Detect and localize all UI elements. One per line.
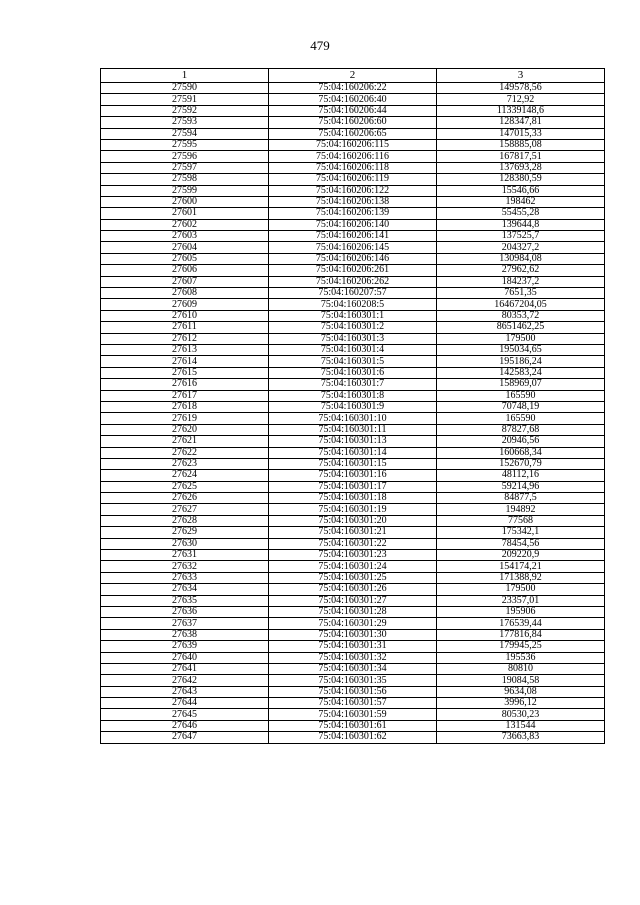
- value-cell: 179500: [437, 333, 605, 344]
- cadastral-number-cell: 75:04:160206:138: [269, 196, 437, 207]
- value-cell: 165590: [437, 413, 605, 424]
- table-row: [101, 117, 605, 128]
- row-number-cell: 27597: [101, 162, 269, 173]
- row-number-cell: 27601: [101, 208, 269, 219]
- row-number-cell: 27644: [101, 698, 269, 709]
- row-number-cell: 27617: [101, 390, 269, 401]
- cadastral-number-cell: 75:04:160301:8: [269, 390, 437, 401]
- row-number-cell: 27602: [101, 219, 269, 230]
- value-cell: 171388,92: [437, 572, 605, 583]
- row-number-cell: 27620: [101, 424, 269, 435]
- value-cell: 177816,84: [437, 629, 605, 640]
- value-cell: 149578,56: [437, 83, 605, 94]
- value-cell: 3996,12: [437, 698, 605, 709]
- row-number-cell: 27627: [101, 504, 269, 515]
- value-cell: 204327,2: [437, 242, 605, 253]
- value-cell: 154174,21: [437, 561, 605, 572]
- table-body: [101, 83, 605, 744]
- value-cell: 59214,96: [437, 481, 605, 492]
- cadastral-number-cell: 75:04:160301:19: [269, 504, 437, 515]
- column-header-2: 2: [269, 69, 437, 83]
- row-number-cell: 27608: [101, 288, 269, 299]
- value-cell: 194892: [437, 504, 605, 515]
- table-row: [101, 470, 605, 481]
- cadastral-number-cell: 75:04:160301:18: [269, 493, 437, 504]
- value-cell: 158885,08: [437, 139, 605, 150]
- value-cell: 147015,33: [437, 128, 605, 139]
- value-cell: 23357,01: [437, 595, 605, 606]
- cadastral-number-cell: 75:04:160206:140: [269, 219, 437, 230]
- cadastral-number-cell: 75:04:160206:65: [269, 128, 437, 139]
- value-cell: 130984,08: [437, 253, 605, 264]
- row-number-cell: 27621: [101, 436, 269, 447]
- column-header-3: 3: [437, 69, 605, 83]
- row-number-cell: 27591: [101, 94, 269, 105]
- table-row: [101, 606, 605, 617]
- cadastral-number-cell: 75:04:160206:44: [269, 105, 437, 116]
- table-row: [101, 379, 605, 390]
- cadastral-number-cell: 75:04:160206:261: [269, 265, 437, 276]
- cadastral-number-cell: 75:04:160206:40: [269, 94, 437, 105]
- cadastral-number-cell: 75:04:160206:115: [269, 139, 437, 150]
- data-table: [100, 68, 605, 744]
- row-number-cell: 27613: [101, 344, 269, 355]
- table-row: [101, 413, 605, 424]
- value-cell: 8651462,25: [437, 322, 605, 333]
- page-number: 479: [310, 38, 330, 53]
- value-cell: 198462: [437, 196, 605, 207]
- cadastral-number-cell: 75:04:160301:15: [269, 458, 437, 469]
- value-cell: 179945,25: [437, 641, 605, 652]
- table-row: [101, 584, 605, 595]
- cadastral-number-cell: 75:04:160301:59: [269, 709, 437, 720]
- table-row: [101, 390, 605, 401]
- row-number-cell: 27622: [101, 447, 269, 458]
- row-number-cell: 27605: [101, 253, 269, 264]
- table-row: [101, 538, 605, 549]
- cadastral-number-cell: 75:04:160301:17: [269, 481, 437, 492]
- cadastral-number-cell: 75:04:160206:22: [269, 83, 437, 94]
- table-row: [101, 732, 605, 743]
- value-cell: 184237,2: [437, 276, 605, 287]
- row-number-cell: 27594: [101, 128, 269, 139]
- value-cell: 11339148,6: [437, 105, 605, 116]
- cadastral-number-cell: 75:04:160301:16: [269, 470, 437, 481]
- table-row: [101, 641, 605, 652]
- table-row: [101, 151, 605, 162]
- value-cell: 80810: [437, 663, 605, 674]
- cadastral-number-cell: 75:04:160206:262: [269, 276, 437, 287]
- row-number-cell: 27611: [101, 322, 269, 333]
- cadastral-number-cell: 75:04:160301:22: [269, 538, 437, 549]
- value-cell: 142583,24: [437, 367, 605, 378]
- value-cell: 139644,8: [437, 219, 605, 230]
- row-number-cell: 27634: [101, 584, 269, 595]
- table-row: [101, 652, 605, 663]
- cadastral-number-cell: 75:04:160206:146: [269, 253, 437, 264]
- cadastral-number-cell: 75:04:160206:122: [269, 185, 437, 196]
- row-number-cell: 27596: [101, 151, 269, 162]
- table-row: [101, 629, 605, 640]
- cadastral-number-cell: 75:04:160301:21: [269, 527, 437, 538]
- row-number-cell: 27615: [101, 367, 269, 378]
- cadastral-number-cell: 75:04:160301:4: [269, 344, 437, 355]
- row-number-cell: 27619: [101, 413, 269, 424]
- row-number-cell: 27642: [101, 675, 269, 686]
- value-cell: 160668,34: [437, 447, 605, 458]
- value-cell: 209220,9: [437, 550, 605, 561]
- cadastral-number-cell: 75:04:160301:61: [269, 720, 437, 731]
- table-row: [101, 698, 605, 709]
- row-number-cell: 27636: [101, 606, 269, 617]
- table-row: [101, 675, 605, 686]
- table-row: [101, 174, 605, 185]
- value-cell: 712,92: [437, 94, 605, 105]
- cadastral-number-cell: 75:04:160301:5: [269, 356, 437, 367]
- row-number-cell: 27609: [101, 299, 269, 310]
- cadastral-number-cell: 75:04:160301:56: [269, 686, 437, 697]
- cadastral-number-cell: 75:04:160301:32: [269, 652, 437, 663]
- cadastral-number-cell: 75:04:160301:14: [269, 447, 437, 458]
- row-number-cell: 27610: [101, 310, 269, 321]
- value-cell: 87827,68: [437, 424, 605, 435]
- table-row: [101, 219, 605, 230]
- table-row: [101, 401, 605, 412]
- table-row: [101, 83, 605, 94]
- value-cell: 55455,28: [437, 208, 605, 219]
- value-cell: 175342,1: [437, 527, 605, 538]
- cadastral-number-cell: 75:04:160206:139: [269, 208, 437, 219]
- table-row: [101, 572, 605, 583]
- table-row: [101, 208, 605, 219]
- table-row: [101, 333, 605, 344]
- value-cell: 78454,56: [437, 538, 605, 549]
- table-row: [101, 231, 605, 242]
- cadastral-number-cell: 75:04:160301:23: [269, 550, 437, 561]
- table-header-row: [101, 69, 605, 83]
- table-row: [101, 276, 605, 287]
- row-number-cell: 27603: [101, 231, 269, 242]
- row-number-cell: 27607: [101, 276, 269, 287]
- table-row: [101, 242, 605, 253]
- value-cell: 48112,16: [437, 470, 605, 481]
- cadastral-number-cell: 75:04:160301:31: [269, 641, 437, 652]
- cadastral-number-cell: 75:04:160301:25: [269, 572, 437, 583]
- table-row: [101, 720, 605, 731]
- value-cell: 15546,66: [437, 185, 605, 196]
- row-number-cell: 27606: [101, 265, 269, 276]
- value-cell: 195536: [437, 652, 605, 663]
- cadastral-number-cell: 75:04:160207:57: [269, 288, 437, 299]
- row-number-cell: 27628: [101, 515, 269, 526]
- table-row: [101, 709, 605, 720]
- row-number-cell: 27625: [101, 481, 269, 492]
- row-number-cell: 27632: [101, 561, 269, 572]
- value-cell: 152670,79: [437, 458, 605, 469]
- table-row: [101, 288, 605, 299]
- value-cell: 165590: [437, 390, 605, 401]
- table-row: [101, 447, 605, 458]
- value-cell: 128380,59: [437, 174, 605, 185]
- value-cell: 195906: [437, 606, 605, 617]
- row-number-cell: 27639: [101, 641, 269, 652]
- value-cell: 20946,56: [437, 436, 605, 447]
- row-number-cell: 27626: [101, 493, 269, 504]
- row-number-cell: 27595: [101, 139, 269, 150]
- cadastral-number-cell: 75:04:160301:13: [269, 436, 437, 447]
- table-row: [101, 504, 605, 515]
- row-number-cell: 27640: [101, 652, 269, 663]
- table-row: [101, 253, 605, 264]
- row-number-cell: 27645: [101, 709, 269, 720]
- table-row: [101, 139, 605, 150]
- table-row: [101, 424, 605, 435]
- row-number-cell: 27641: [101, 663, 269, 674]
- row-number-cell: 27643: [101, 686, 269, 697]
- cadastral-number-cell: 75:04:160301:10: [269, 413, 437, 424]
- table-row: [101, 196, 605, 207]
- value-cell: 84877,5: [437, 493, 605, 504]
- value-cell: 73663,83: [437, 732, 605, 743]
- cadastral-number-cell: 75:04:160208:5: [269, 299, 437, 310]
- table-row: [101, 595, 605, 606]
- row-number-cell: 27604: [101, 242, 269, 253]
- cadastral-number-cell: 75:04:160206:141: [269, 231, 437, 242]
- value-cell: 27962,62: [437, 265, 605, 276]
- cadastral-number-cell: 75:04:160301:28: [269, 606, 437, 617]
- table-row: [101, 686, 605, 697]
- table-row: [101, 618, 605, 629]
- value-cell: 70748,19: [437, 401, 605, 412]
- value-cell: 80530,23: [437, 709, 605, 720]
- cadastral-number-cell: 75:04:160301:7: [269, 379, 437, 390]
- cadastral-number-cell: 75:04:160301:2: [269, 322, 437, 333]
- cadastral-number-cell: 75:04:160206:118: [269, 162, 437, 173]
- table-row: [101, 265, 605, 276]
- value-cell: 16467204,05: [437, 299, 605, 310]
- value-cell: 7651,35: [437, 288, 605, 299]
- table-row: [101, 310, 605, 321]
- cadastral-number-cell: 75:04:160301:57: [269, 698, 437, 709]
- table-row: [101, 299, 605, 310]
- cadastral-number-cell: 75:04:160206:60: [269, 117, 437, 128]
- cadastral-number-cell: 75:04:160301:30: [269, 629, 437, 640]
- value-cell: 137525,7: [437, 231, 605, 242]
- row-number-cell: 27623: [101, 458, 269, 469]
- cadastral-number-cell: 75:04:160301:24: [269, 561, 437, 572]
- cadastral-number-cell: 75:04:160301:3: [269, 333, 437, 344]
- cadastral-number-cell: 75:04:160206:119: [269, 174, 437, 185]
- row-number-cell: 27614: [101, 356, 269, 367]
- table-row: [101, 185, 605, 196]
- table-row: [101, 367, 605, 378]
- value-cell: 195186,24: [437, 356, 605, 367]
- table-row: [101, 356, 605, 367]
- table-row: [101, 527, 605, 538]
- row-number-cell: 27635: [101, 595, 269, 606]
- table-row: [101, 94, 605, 105]
- cadastral-number-cell: 75:04:160301:9: [269, 401, 437, 412]
- cadastral-number-cell: 75:04:160301:11: [269, 424, 437, 435]
- table-row: [101, 458, 605, 469]
- row-number-cell: 27600: [101, 196, 269, 207]
- row-number-cell: 27631: [101, 550, 269, 561]
- table-row: [101, 481, 605, 492]
- table-row: [101, 493, 605, 504]
- cadastral-number-cell: 75:04:160301:62: [269, 732, 437, 743]
- table-row: [101, 344, 605, 355]
- cadastral-number-cell: 75:04:160301:34: [269, 663, 437, 674]
- row-number-cell: 27590: [101, 83, 269, 94]
- row-number-cell: 27633: [101, 572, 269, 583]
- row-number-cell: 27593: [101, 117, 269, 128]
- cadastral-number-cell: 75:04:160301:20: [269, 515, 437, 526]
- row-number-cell: 27646: [101, 720, 269, 731]
- row-number-cell: 27616: [101, 379, 269, 390]
- row-number-cell: 27599: [101, 185, 269, 196]
- row-number-cell: 27647: [101, 732, 269, 743]
- table-row: [101, 162, 605, 173]
- row-number-cell: 27598: [101, 174, 269, 185]
- value-cell: 9634,08: [437, 686, 605, 697]
- row-number-cell: 27638: [101, 629, 269, 640]
- cadastral-number-cell: 75:04:160301:6: [269, 367, 437, 378]
- table-row: [101, 663, 605, 674]
- cadastral-number-cell: 75:04:160301:26: [269, 584, 437, 595]
- row-number-cell: 27618: [101, 401, 269, 412]
- cadastral-number-cell: 75:04:160206:116: [269, 151, 437, 162]
- row-number-cell: 27624: [101, 470, 269, 481]
- value-cell: 19084,58: [437, 675, 605, 686]
- value-cell: 158969,07: [437, 379, 605, 390]
- table-row: [101, 128, 605, 139]
- value-cell: 195034,65: [437, 344, 605, 355]
- cadastral-number-cell: 75:04:160301:27: [269, 595, 437, 606]
- row-number-cell: 27592: [101, 105, 269, 116]
- cadastral-number-cell: 75:04:160301:1: [269, 310, 437, 321]
- value-cell: 77568: [437, 515, 605, 526]
- table-row: [101, 105, 605, 116]
- row-number-cell: 27612: [101, 333, 269, 344]
- value-cell: 167817,51: [437, 151, 605, 162]
- value-cell: 179500: [437, 584, 605, 595]
- cadastral-number-cell: 75:04:160206:145: [269, 242, 437, 253]
- table-row: [101, 322, 605, 333]
- cadastral-number-cell: 75:04:160301:29: [269, 618, 437, 629]
- column-header-1: 1: [101, 69, 269, 83]
- value-cell: 137693,28: [437, 162, 605, 173]
- table-row: [101, 561, 605, 572]
- table-row: [101, 550, 605, 561]
- row-number-cell: 27629: [101, 527, 269, 538]
- table-row: [101, 436, 605, 447]
- value-cell: 131544: [437, 720, 605, 731]
- value-cell: 128347,81: [437, 117, 605, 128]
- table-row: [101, 515, 605, 526]
- row-number-cell: 27630: [101, 538, 269, 549]
- row-number-cell: 27637: [101, 618, 269, 629]
- cadastral-number-cell: 75:04:160301:35: [269, 675, 437, 686]
- value-cell: 80353,72: [437, 310, 605, 321]
- value-cell: 176539,44: [437, 618, 605, 629]
